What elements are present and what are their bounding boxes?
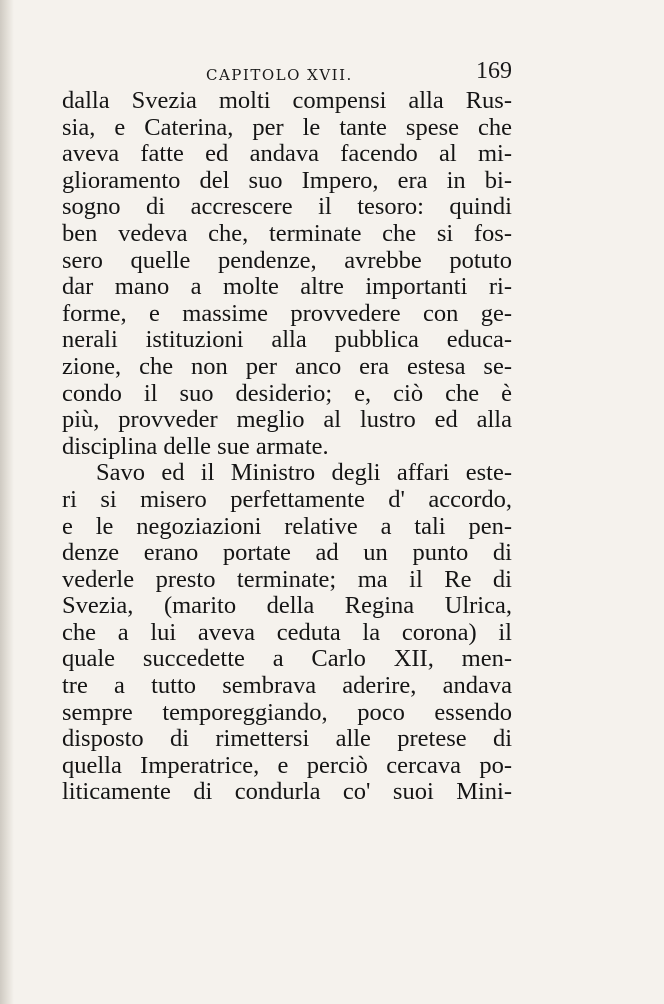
text-line: quella Imperatrice, e perciò cercava po- (62, 751, 512, 779)
text-line: tre a tutto sembrava aderire, andava (62, 672, 512, 700)
text-line: Savo ed il Ministro degli affari este- (96, 459, 512, 487)
text-line: più, provveder meglio al lustro ed alla (62, 406, 512, 434)
page-gutter-shadow (0, 0, 14, 1004)
body-text (62, 88, 512, 806)
text-line: liticamente di condurla co' suoi Mini- (62, 778, 512, 806)
text-line: sero quelle pendenze, avrebbe potuto (62, 246, 512, 274)
text-line: e le negoziazioni relative a tali pen- (62, 512, 512, 540)
text-line: glioramento del suo Impero, era in bi- (62, 166, 512, 194)
text-line: disposto di rimettersi alle pretese di (62, 725, 512, 753)
text-line: dar mano a molte altre importanti ri- (62, 273, 512, 301)
text-line: condo il suo desiderio; e, ciò che è (62, 379, 512, 407)
text-line: vederle presto terminate; ma il Re di (62, 565, 512, 593)
text-line: denze erano portate ad un punto di (62, 539, 512, 567)
text-line: che a lui aveva ceduta la corona) il (62, 618, 512, 646)
text-line: sogno di accrescere il tesoro: quindi (62, 193, 512, 221)
text-line: sempre temporeggiando, poco essendo (62, 698, 512, 726)
text-line: zione, che non per anco era estesa se- (62, 352, 512, 380)
text-line: Svezia, (marito della Regina Ulrica, (62, 592, 512, 620)
text-line: ben vedeva che, terminate che si fos- (62, 219, 512, 247)
text-line: disciplina delle sue armate. (62, 432, 329, 460)
text-line: nerali istituzioni alla pubblica educa- (62, 326, 512, 354)
running-head: CAPITOLO XVII. (206, 66, 353, 84)
text-line: ri si misero perfettamente d' accordo, (62, 485, 512, 513)
text-line: sia, e Caterina, per le tante spese che (62, 113, 512, 141)
text-line: dalla Svezia molti compensi alla Rus- (62, 87, 512, 114)
paragraph (62, 88, 512, 460)
page-number: 169 (476, 58, 512, 84)
paragraph (62, 460, 512, 806)
text-line: aveva fatte ed andava facendo al mi- (62, 140, 512, 168)
text-line: forme, e massime provvedere con ge- (62, 299, 512, 327)
text-line: quale succedette a Carlo XII, men- (62, 645, 512, 673)
